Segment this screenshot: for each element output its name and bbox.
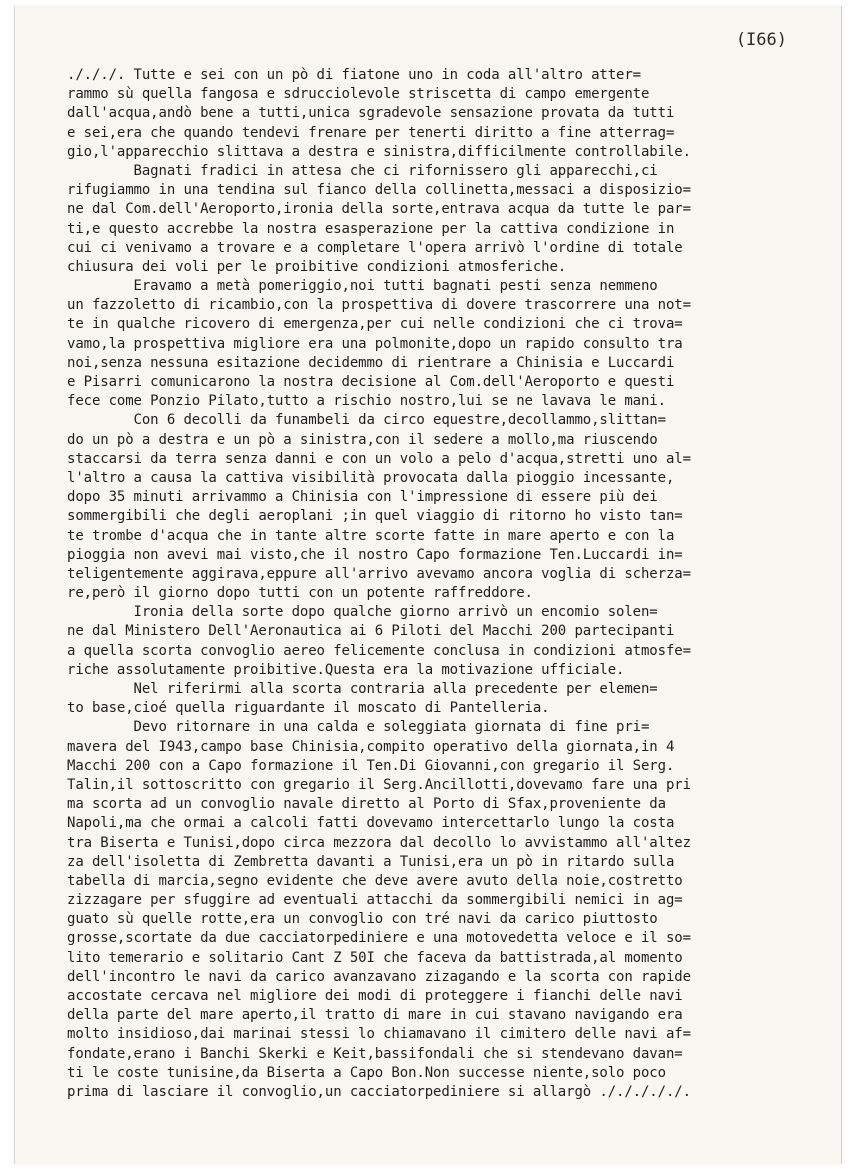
text-line: Talin,il sottoscritto con gregario il Serg.Ancillotti,dovevamo fare una pri: [67, 776, 691, 793]
text-line: tra Biserta e Tunisi,dopo circa mezzora dal decollo lo avvistammo all'altez: [67, 834, 691, 851]
text-line: ./././. Tutte e sei con un pò di fiatone uno in coda all'altro atter=: [67, 67, 641, 83]
page-number: (I66): [735, 30, 787, 50]
text-line: Napoli,ma che ormai a calcoli fatti dovevamo intercettarlo lungo la costa: [67, 815, 675, 832]
text-line: cui ci venivamo a trovare e a completare l'opera arrivò l'ordine di totale: [67, 239, 683, 256]
text-line: fondate,erano i Banchi Skerki e Keit,bassifondali che si stendevano davan=: [67, 1045, 683, 1062]
text-line: noi,senza nessuna esitazione decidemmo di rientrare a Chinisia e Luccardi: [67, 354, 675, 371]
text-line: e Pisarri comunicarono la nostra decisione al Com.dell'Aeroporto e questi: [67, 374, 675, 390]
text-line: un fazzoletto di ricambio,con la prospettiva di dovere trascorrere una not=: [67, 297, 691, 314]
text-line: te in qualche ricovero di emergenza,per cui nelle condizioni che ci trova=: [67, 316, 683, 333]
text-line: della parte del mare aperto,il tratto di mare in cui stavano navigando era: [67, 1007, 683, 1024]
text-line: lito temerario e solitario Cant Z 50I che faceva da battistrada,al momento: [67, 949, 683, 966]
text-line: Nel riferirmi alla scorta contraria alla precedente per elemen=: [67, 681, 658, 697]
text-line: staccarsi da terra senza danni e con un volo a pelo d'acqua,stretti uno al=: [67, 450, 691, 467]
text-line: guato sù quelle rotte,era un convoglio con tré navi da carico piuttosto: [67, 911, 658, 928]
text-line: zizzagare per sfuggire ad eventuali attacchi da sommergibili nemici in ag=: [67, 892, 683, 909]
document-page: [14, 6, 842, 1164]
text-line: pioggia non avevi mai visto,che il nostro Capo formazione Ten.Luccardi in=: [67, 546, 683, 563]
text-line: fece come Ponzio Pilato,tutto a rischio nostro,lui se ne lavava le mani.: [67, 393, 666, 410]
text-line: prima di lasciare il convoglio,un cacciatorpediniere si allargò ./././././.: [67, 1083, 691, 1100]
text-line: chiusura dei voli per le proibitive condizioni atmosferiche.: [67, 258, 567, 275]
text-line: a quella scorta convoglio aereo felicemente conclusa in condizioni atmosfe=: [67, 642, 691, 659]
document-body: [67, 66, 847, 1102]
text-line: accostate cercava nel migliore dei modi di proteggere i fianchi delle navi: [67, 988, 683, 1004]
text-line: sommergibili che degli aeroplani ;in quel viaggio di ritorno ho visto tan=: [67, 508, 683, 525]
text-line: Devo ritornare in una calda e soleggiata giornata di fine pri=: [67, 719, 650, 736]
text-line: vamo,la prospettiva migliore era una polmonite,dopo un rapido consulto tra: [67, 335, 683, 352]
text-line: Ironia della sorte dopo qualche giorno arrivò un encomio solen=: [67, 604, 658, 621]
text-line: to base,cioé quella riguardante il moscato di Pantelleria.: [67, 700, 550, 717]
text-line: Eravamo a metà pomeriggio,noi tutti bagnati pesti senza nemmeno: [67, 278, 658, 295]
text-line: Bagnati fradici in attesa che ci rifornissero gli apparecchi,ci: [67, 162, 658, 179]
text-line: ne dal Com.dell'Aeroporto,ironia della sorte,entrava acqua da tutte le par=: [67, 201, 691, 218]
text-line: dell'incontro le navi da carico avanzavano zizagando e la scorta con rapide: [67, 968, 691, 985]
text-line: ti le coste tunisine,da Biserta a Capo Bon.Non successe niente,solo poco: [67, 1064, 666, 1081]
text-line: ma scorta ad un convoglio navale diretto al Porto di Sfax,proveniente da: [67, 796, 666, 813]
text-line: Macchi 200 con a Capo formazione il Ten.Di Giovanni,con gregario il Serg.: [67, 757, 675, 774]
text-line: do un pò a destra e un pò a sinistra,con il sedere a mollo,ma riuscendo: [67, 431, 658, 448]
text-line: tabella di marcia,segno evidente che deve avere avuto della noie,costretto: [67, 872, 683, 889]
text-line: dopo 35 minuti arrivammo a Chinisia con l'impressione di essere più dei: [67, 489, 658, 506]
text-line: re,però il giorno dopo tutti con un potente raffreddore.: [67, 585, 533, 602]
text-line: teligentemente aggirava,eppure all'arrivo avevamo ancora voglia di scherza=: [67, 565, 691, 582]
text-line: rammo sù quella fangosa e sdrucciolevole striscetta di campo emergente: [67, 86, 650, 103]
text-line: l'altro a causa la cattiva visibilità provocata dalla pioggio incessante,: [67, 469, 675, 486]
text-line: gio,l'apparecchio slittava a destra e sinistra,difficilmente controllabile.: [67, 143, 691, 160]
text-line: ti,e questo accrebbe la nostra esasperazione per la cattiva condizione in: [67, 220, 675, 237]
text-line: dall'acqua,andò bene a tutti,unica sgradevole sensazione provata da tutti: [67, 105, 675, 122]
text-line: te trombe d'acqua che in tante altre scorte fatte in mare aperto e con la: [67, 527, 675, 544]
text-line: ne dal Ministero Dell'Aeronautica ai 6 Piloti del Macchi 200 partecipanti: [67, 623, 675, 640]
text-line: riche assolutamente proibitive.Questa era la motivazione ufficiale.: [67, 661, 625, 678]
text-line: grosse,scortate da due cacciatorpediniere e una motovedetta veloce e il so=: [67, 930, 691, 947]
text-line: za dell'isoletta di Zembretta davanti a Tunisi,era un pò in ritardo sulla: [67, 853, 675, 870]
text-line: Con 6 decolli da funambeli da circo equestre,decollammo,slittan=: [67, 412, 666, 429]
text-line: e sei,era che quando tendevi frenare per tenerti diritto a fine atterrag=: [67, 124, 675, 141]
text-line: rifugiammo in una tendina sul fianco della collinetta,messaci a disposizio=: [67, 182, 691, 199]
text-line: molto insidioso,dai marinai stessi lo chiamavano il cimitero delle navi af=: [67, 1026, 691, 1043]
text-line: mavera del I943,campo base Chinisia,compito operativo della giornata,in 4: [67, 738, 675, 755]
